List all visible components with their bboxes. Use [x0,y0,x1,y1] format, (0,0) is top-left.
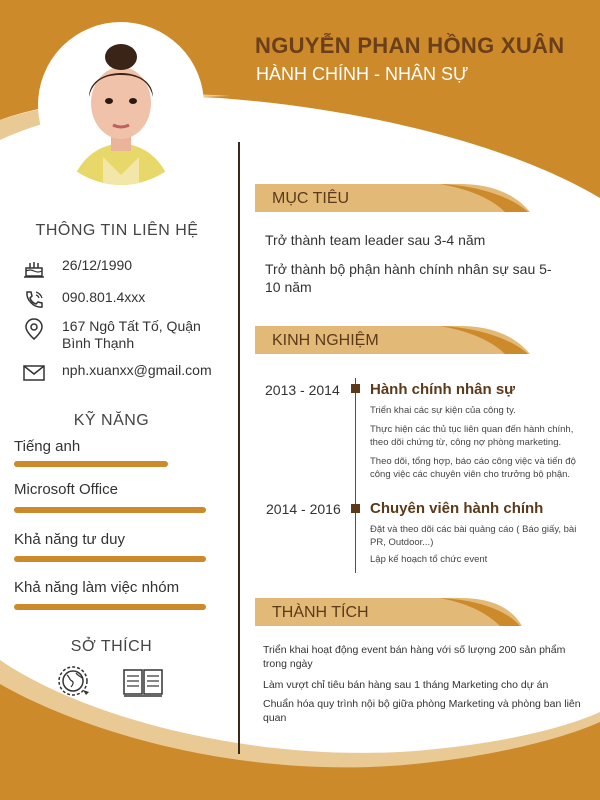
experience-years: 2014 - 2016 [266,501,341,517]
cake-icon [22,257,46,279]
contact-email [22,362,212,384]
job-title: Hành chính nhân sự [370,381,516,398]
skill-label: Microsoft Office [14,481,118,498]
envelope-icon [22,362,46,384]
skill-bar [14,507,206,513]
candidate-role: HÀNH CHÍNH - NHÂN SỰ [256,64,469,84]
timeline-bullet [351,384,360,393]
skill-bar [14,556,206,562]
contact-birthday [22,257,132,279]
job-detail: Triển khai các sự kiện của công ty. [370,405,516,416]
hobbies-heading: SỞ THÍCH [70,638,153,655]
candidate-name: NGUYỄN PHAN HỒNG XUÂN [255,33,565,58]
person-photo-icon [41,25,201,185]
experience-heading: KINH NGHIỆM [272,332,379,349]
skill-label: Khả năng làm việc nhóm [14,579,180,596]
experience-years: 2013 - 2014 [265,382,340,398]
job-detail: Theo dõi, tổng hợp, báo cáo công việc và tiến độ công việc các chuyên viên cho trưởng bộ phận. [370,456,576,480]
skill-bar [14,461,168,467]
skill-label: Khả năng tư duy [14,531,125,548]
job-title: Chuyên viên hành chính [370,500,544,517]
contact-heading: THÔNG TIN LIÊN HỆ [35,222,199,239]
address-text: 167 Ngô Tất Tố, Quận Bình Thạnh [62,318,201,351]
phone-text: 090.801.4xxx [62,289,146,305]
phone-icon [22,289,46,311]
achievement-item: Triển khai hoạt động event bán hàng với số lượng 200 sản phẩm trong ngày [263,644,566,670]
skills-heading: KỸ NĂNG [73,412,150,429]
job-detail: Lập kế hoạch tổ chức event [370,554,488,565]
achievements-heading: THÀNH TÍCH [272,604,369,621]
job-detail: Đặt và theo dõi các bài quảng cáo ( Báo giấy, bài PR, Outdoor...) [370,524,577,548]
profile-photo [38,22,204,188]
open-book-icon [122,666,164,698]
location-pin-icon [22,318,46,340]
experience-timeline [355,378,356,573]
achievement-item: Làm vượt chỉ tiêu bán hàng sau 1 tháng Marketing cho dự án [263,679,549,691]
timeline-bullet [351,504,360,513]
globe-travel-icon [56,664,92,698]
column-divider [238,142,240,754]
email-text: nph.xuanxx@gmail.com [62,362,212,378]
achievement-item: Chuẩn hóa quy trình nội bộ giữa phòng Marketing và phòng ban liên quan [263,698,581,724]
objective-line: Trở thành team leader sau 3-4 năm [265,232,486,248]
contact-address [22,318,222,352]
objective-heading: MỤC TIÊU [272,190,350,207]
skill-label: Tiếng anh [14,438,81,455]
skill-bar [14,604,206,610]
job-detail: Thực hiện các thủ tục liên quan đến hành chính, theo dõi chứng từ, công nợ phòng marketing. [370,424,574,448]
objective-line: Trở thành bộ phận hành chính nhân sự sau 5-10 năm [265,261,552,295]
birthday-text: 26/12/1990 [62,257,133,273]
contact-phone [22,289,145,311]
